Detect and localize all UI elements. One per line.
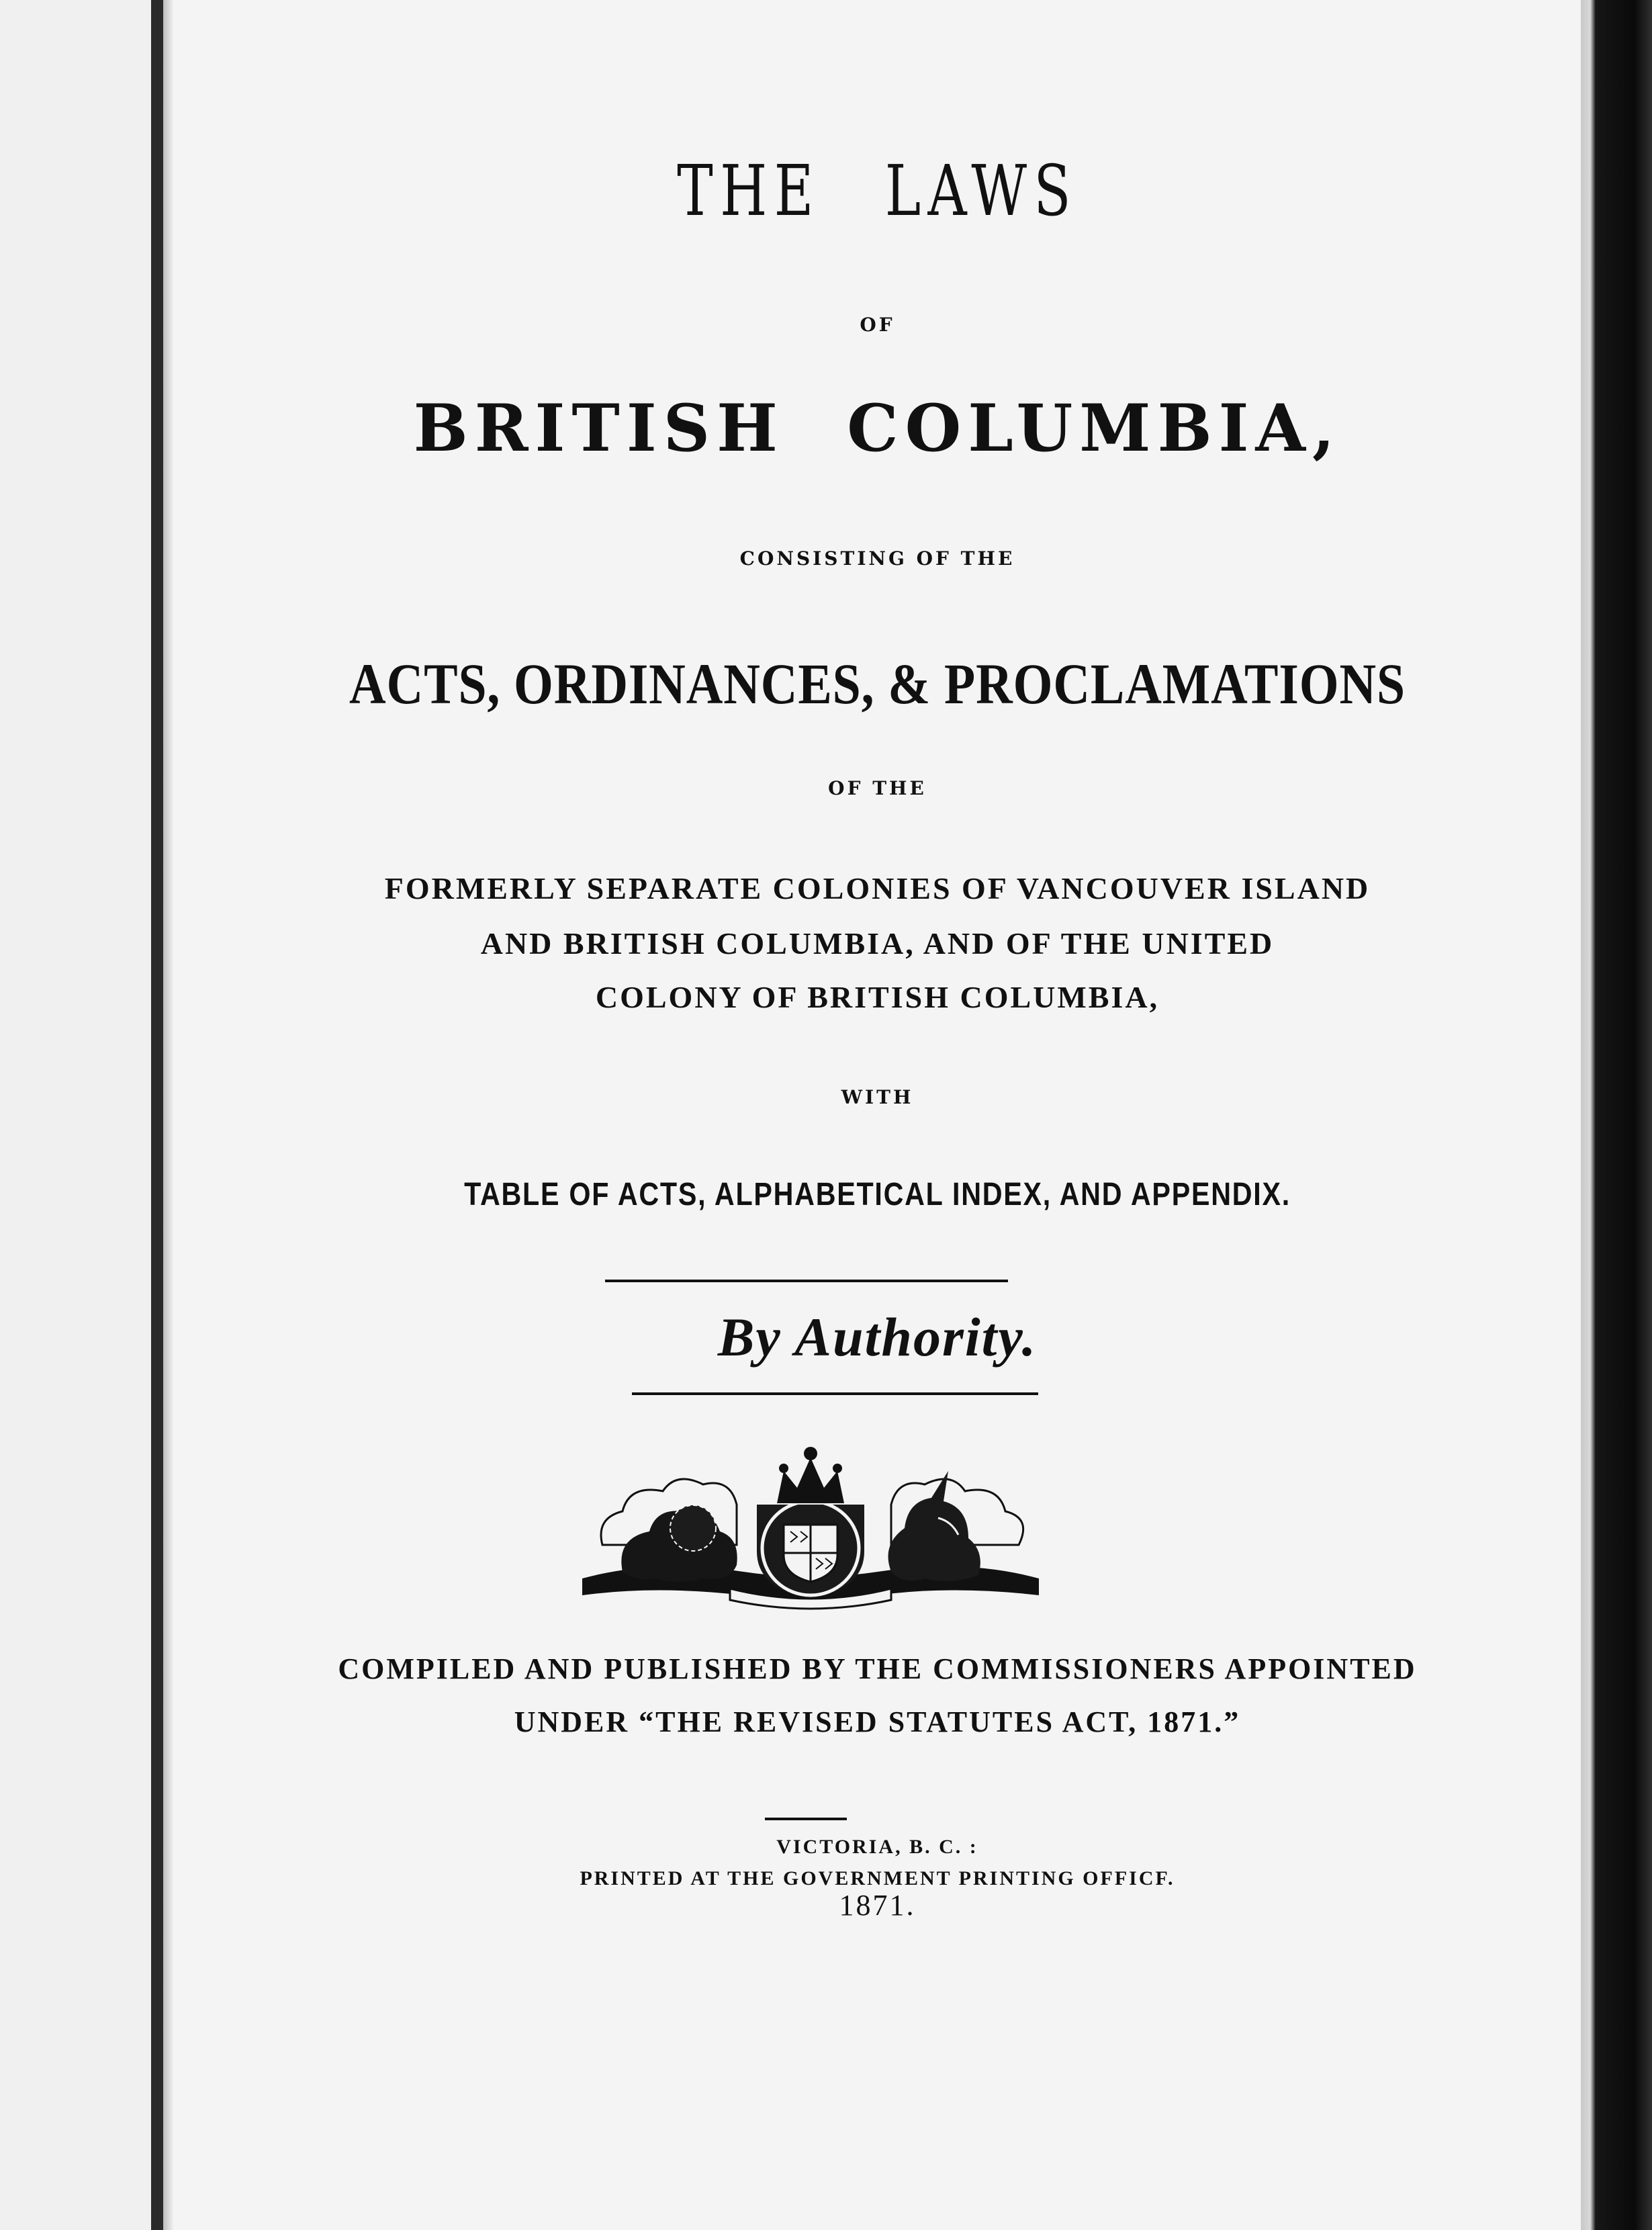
compiled-line-2: UNDER “THE REVISED STATUTES ACT, 1871.” xyxy=(514,1705,1241,1738)
by-authority: By Authority. xyxy=(717,1306,1038,1368)
contents-line: TABLE OF ACTS, ALPHABETICAL INDEX, AND APPENDIX. xyxy=(464,1177,1291,1212)
book-gutter xyxy=(151,0,163,2230)
imprint-year: 1871. xyxy=(839,1889,916,1922)
upper-rule xyxy=(605,1280,1008,1282)
title-the-laws: THE LAWS xyxy=(677,150,1078,232)
with: WITH xyxy=(841,1086,914,1108)
colonies-line-3: COLONY OF BRITISH COLUMBIA, xyxy=(595,980,1160,1014)
gutter-shadow xyxy=(163,0,174,2230)
acts-ordinances-proclamations: ACTS, ORDINANCES, & PROCLAMATIONS xyxy=(349,652,1406,716)
colonies-line-1: FORMERLY SEPARATE COLONIES OF VANCOUVER ISLAND xyxy=(384,871,1371,905)
title-of: OF xyxy=(860,314,895,336)
title-british-columbia: BRITISH COLUMBIA, xyxy=(413,390,1342,466)
page-edge xyxy=(1581,0,1652,2230)
imprint-printer: PRINTED AT THE GOVERNMENT PRINTING OFFICF. xyxy=(580,1867,1175,1889)
lower-rule xyxy=(632,1392,1038,1395)
left-page-margin xyxy=(0,0,151,2230)
imprint-place: VICTORIA, B. C. : xyxy=(776,1836,978,1858)
title-page xyxy=(174,0,1581,2230)
imprint-rule xyxy=(765,1818,847,1820)
royal-coat-of-arms-icon xyxy=(576,1444,1046,1619)
of-the: OF THE xyxy=(828,777,927,799)
colonies-line-2: AND BRITISH COLUMBIA, AND OF THE UNITED xyxy=(480,926,1275,961)
compiled-line-1: COMPILED AND PUBLISHED BY THE COMMISSIONERS APPOINTED xyxy=(338,1652,1417,1685)
consisting-of-the: CONSISTING OF THE xyxy=(739,547,1015,570)
